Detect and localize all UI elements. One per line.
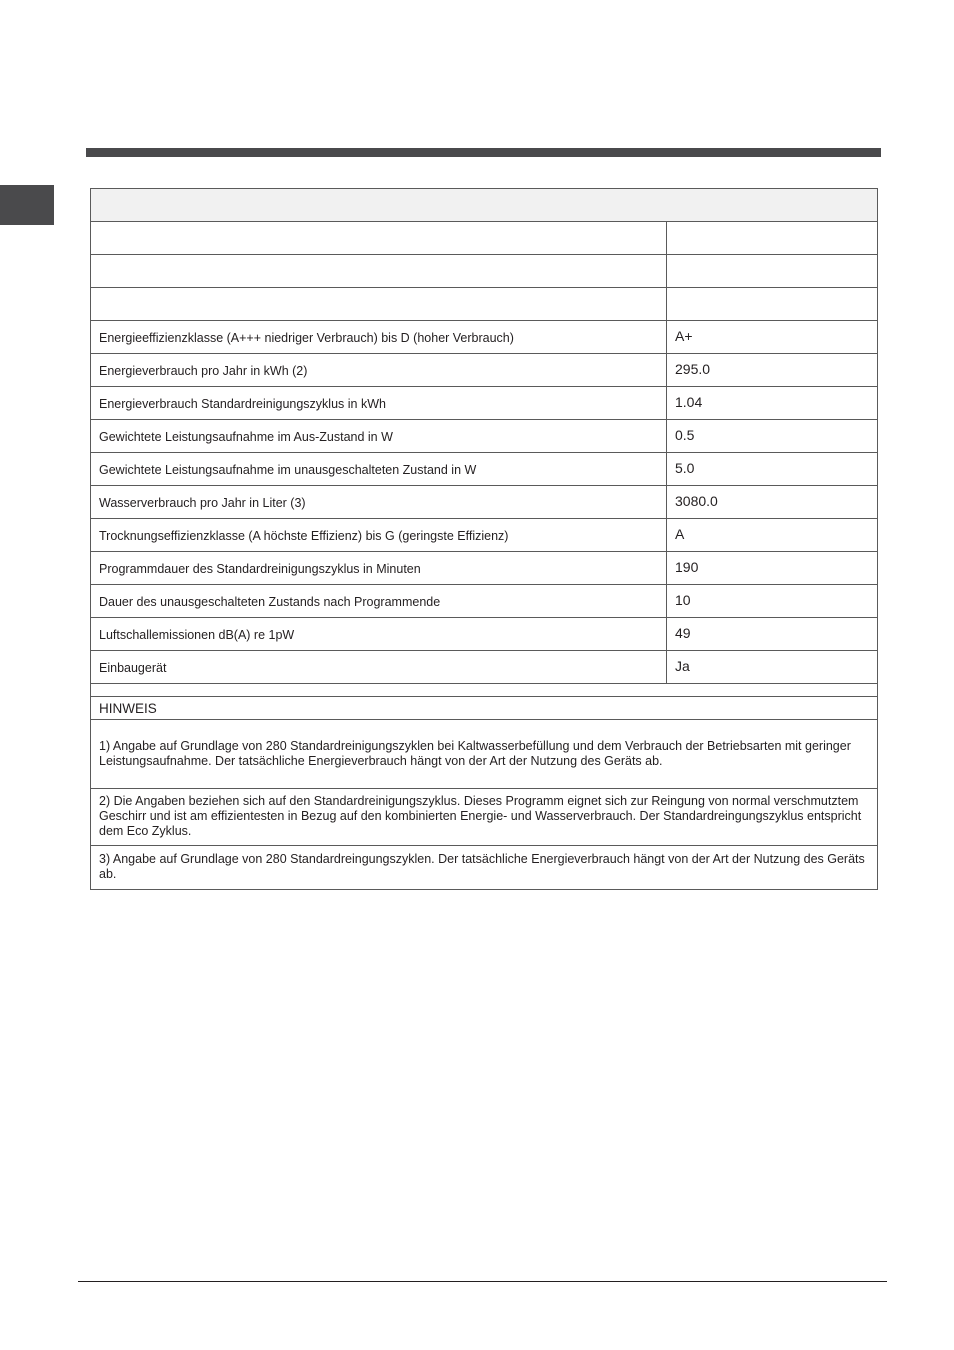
row-label: Energieeffizienzklasse (A+++ niedriger Verbrauch) bis D (hoher Verbrauch) [91,321,667,353]
row-label [91,288,667,320]
row-label: Trocknungseffizienzklasse (A höchste Effizienz) bis G (geringste Effizienz) [91,519,667,551]
row-label: Luftschallemissionen dB(A) re 1pW [91,618,667,650]
table-row [91,420,877,453]
row-label [91,222,667,254]
footnote: 1) Angabe auf Grundlage von 280 Standardreinigungszyklen bei Kaltwasserbefüllung und dem Verbrauch der Betriebsarten mit geringer Leistungsaufnahme. Der tatsächliche Energieverbrauch hängt von der Art der Nutzung des Geräts ab. [91,720,877,789]
row-label: Energieverbrauch Standardreinigungszyklus in kWh [91,387,667,419]
row-value: 3080.0 [675,493,718,509]
row-value: 1.04 [675,394,703,410]
row-label [91,255,667,287]
table-row [91,387,877,420]
row-value: 295.0 [675,361,711,377]
row-label: Programmdauer des Standardreinigungszyklus in Minuten [91,552,667,584]
table-row [91,222,877,255]
row-value [667,288,877,320]
row-label: Gewichtete Leistungsaufnahme im unausgeschalteten Zustand in W [91,453,667,485]
row-value: 190 [675,559,699,575]
row-value: 5.0 [675,460,695,476]
table-row [91,618,877,651]
table-header [91,189,877,222]
footer-rule [78,1281,887,1282]
row-value: 0.5 [675,427,695,443]
table-row [91,321,877,354]
row-label: Dauer des unausgeschalteten Zustands nach Programmende [91,585,667,617]
table-row [91,552,877,585]
row-value [667,222,877,254]
row-label: Wasserverbrauch pro Jahr in Liter (3) [91,486,667,518]
table-row [91,453,877,486]
table-spacer [91,684,877,697]
row-label: Gewichtete Leistungsaufnahme im Aus-Zustand in W [91,420,667,452]
row-label: Einbaugerät [91,651,667,683]
table-row [91,585,877,618]
row-value: A [675,526,685,542]
footnote: 3) Angabe auf Grundlage von 280 Standardreingungszyklen. Der tatsächliche Energieverbrauch hängt von der Art der Nutzung des Geräts ab. [99,852,865,881]
table-row [91,519,877,552]
language-tab [0,185,54,225]
notes-title: HINWEIS [91,697,877,720]
footnote: 2) Die Angaben beziehen sich auf den Standardreinigungszyklus. Dieses Programm eignet sich zur Reingung von normal verschmutztem Geschirr und ist am effizientesten in Bezug auf den kombinierten Energie- und Wasserverbrauch. Der Standardreingungszyklus entspricht dem Eco Zyklus. [91,789,877,846]
row-value: Ja [675,658,690,674]
row-value [667,255,877,287]
row-value: A+ [675,328,693,344]
row-label: Energieverbrauch pro Jahr in kWh (2) [91,354,667,386]
top-rule [86,148,881,157]
row-value: 10 [675,592,691,608]
row-value: 49 [675,625,691,641]
table-row [91,486,877,519]
product-data-table [90,188,878,890]
table-row [91,288,877,321]
table-row [91,651,877,684]
table-row [91,255,877,288]
table-row [91,354,877,387]
